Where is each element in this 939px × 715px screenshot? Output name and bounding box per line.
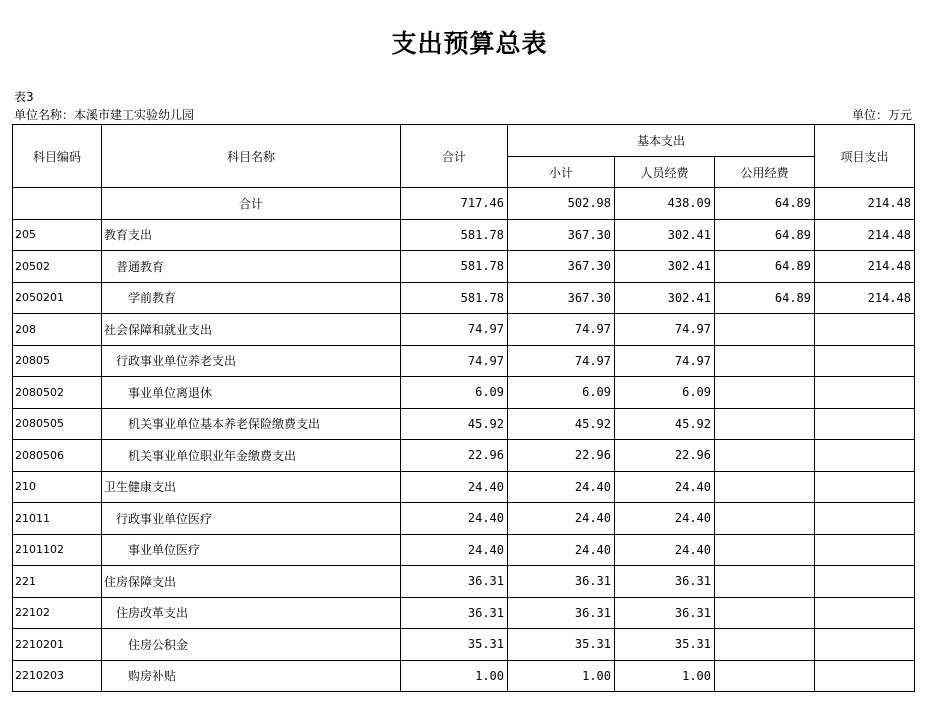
table-row xyxy=(13,566,915,598)
header-personnel: 人员经费 xyxy=(615,157,715,188)
total-public: 64.89 xyxy=(715,188,815,220)
table-row xyxy=(13,219,915,251)
row-subtotal: 367.30 xyxy=(508,219,615,251)
row-total: 24.40 xyxy=(401,534,508,566)
budget-table xyxy=(12,124,915,692)
table-row xyxy=(13,251,915,283)
row-name: 购房补贴 xyxy=(102,660,401,692)
row-name: 住房公积金 xyxy=(102,629,401,661)
total-project: 214.48 xyxy=(815,188,915,220)
row-public xyxy=(715,408,815,440)
row-public xyxy=(715,566,815,598)
row-name: 教育支出 xyxy=(102,219,401,251)
row-code: 2080506 xyxy=(13,440,102,472)
row-public xyxy=(715,597,815,629)
row-total: 581.78 xyxy=(401,251,508,283)
row-subtotal: 6.09 xyxy=(508,377,615,409)
row-project xyxy=(815,471,915,503)
row-total: 74.97 xyxy=(401,345,508,377)
table-row xyxy=(13,408,915,440)
row-code: 22102 xyxy=(13,597,102,629)
row-public: 64.89 xyxy=(715,282,815,314)
table-header xyxy=(13,125,915,188)
table-number: 表3 xyxy=(14,90,34,104)
row-personnel: 45.92 xyxy=(615,408,715,440)
row-personnel: 24.40 xyxy=(615,534,715,566)
header-public: 公用经费 xyxy=(715,157,815,188)
unit-name: 单位名称：本溪市建工实验幼儿园 xyxy=(14,108,195,122)
row-total: 6.09 xyxy=(401,377,508,409)
page-title: 支出预算总表 xyxy=(391,29,548,58)
row-public xyxy=(715,377,815,409)
row-project xyxy=(815,408,915,440)
row-public xyxy=(715,534,815,566)
row-total: 74.97 xyxy=(401,314,508,346)
row-public xyxy=(715,629,815,661)
header-basic: 基本支出 xyxy=(508,125,815,157)
row-code: 2080502 xyxy=(13,377,102,409)
row-name: 社会保障和就业支出 xyxy=(102,314,401,346)
row-code: 20805 xyxy=(13,345,102,377)
row-code: 205 xyxy=(13,219,102,251)
row-subtotal: 367.30 xyxy=(508,282,615,314)
row-project: 214.48 xyxy=(815,219,915,251)
header-subtotal: 小计 xyxy=(508,157,615,188)
row-project xyxy=(815,629,915,661)
row-personnel: 74.97 xyxy=(615,345,715,377)
row-project xyxy=(815,314,915,346)
row-code: 221 xyxy=(13,566,102,598)
row-project: 214.48 xyxy=(815,251,915,283)
row-subtotal: 24.40 xyxy=(508,471,615,503)
row-subtotal: 74.97 xyxy=(508,314,615,346)
header-project: 项目支出 xyxy=(815,125,915,188)
total-row xyxy=(13,188,915,220)
row-subtotal: 24.40 xyxy=(508,503,615,535)
row-total: 35.31 xyxy=(401,629,508,661)
total-code-cell xyxy=(13,188,102,220)
row-code: 2050201 xyxy=(13,282,102,314)
table-row xyxy=(13,282,915,314)
row-total: 22.96 xyxy=(401,440,508,472)
header-name: 科目名称 xyxy=(102,125,401,188)
table-row xyxy=(13,471,915,503)
table-row xyxy=(13,314,915,346)
row-subtotal: 74.97 xyxy=(508,345,615,377)
row-personnel: 24.40 xyxy=(615,503,715,535)
header-code: 科目编码 xyxy=(13,125,102,188)
row-project xyxy=(815,660,915,692)
row-total: 24.40 xyxy=(401,503,508,535)
row-project xyxy=(815,566,915,598)
row-code: 208 xyxy=(13,314,102,346)
total-personnel: 438.09 xyxy=(615,188,715,220)
row-public xyxy=(715,440,815,472)
row-personnel: 302.41 xyxy=(615,282,715,314)
row-total: 24.40 xyxy=(401,471,508,503)
row-total: 1.00 xyxy=(401,660,508,692)
row-code: 2210203 xyxy=(13,660,102,692)
row-name: 普通教育 xyxy=(102,251,401,283)
total-total: 717.46 xyxy=(401,188,508,220)
row-personnel: 302.41 xyxy=(615,219,715,251)
row-name: 卫生健康支出 xyxy=(102,471,401,503)
unit-label: 单位：万元 xyxy=(851,108,912,122)
row-public xyxy=(715,314,815,346)
row-personnel: 1.00 xyxy=(615,660,715,692)
table-row xyxy=(13,597,915,629)
row-name: 住房改革支出 xyxy=(102,597,401,629)
row-public xyxy=(715,345,815,377)
table-row xyxy=(13,440,915,472)
row-subtotal: 367.30 xyxy=(508,251,615,283)
row-personnel: 36.31 xyxy=(615,566,715,598)
row-subtotal: 1.00 xyxy=(508,660,615,692)
row-name: 住房保障支出 xyxy=(102,566,401,598)
row-personnel: 74.97 xyxy=(615,314,715,346)
row-total: 581.78 xyxy=(401,219,508,251)
row-project xyxy=(815,345,915,377)
row-name: 行政事业单位养老支出 xyxy=(102,345,401,377)
row-name: 行政事业单位医疗 xyxy=(102,503,401,535)
row-personnel: 24.40 xyxy=(615,471,715,503)
row-name: 事业单位医疗 xyxy=(102,534,401,566)
row-code: 2080505 xyxy=(13,408,102,440)
row-total: 36.31 xyxy=(401,597,508,629)
total-subtotal: 502.98 xyxy=(508,188,615,220)
row-personnel: 35.31 xyxy=(615,629,715,661)
row-subtotal: 45.92 xyxy=(508,408,615,440)
row-name: 事业单位离退休 xyxy=(102,377,401,409)
row-personnel: 22.96 xyxy=(615,440,715,472)
row-project xyxy=(815,534,915,566)
table-row xyxy=(13,503,915,535)
table-body xyxy=(13,188,915,692)
table-row xyxy=(13,534,915,566)
row-total: 36.31 xyxy=(401,566,508,598)
row-subtotal: 36.31 xyxy=(508,597,615,629)
row-code: 210 xyxy=(13,471,102,503)
row-public xyxy=(715,660,815,692)
row-public xyxy=(715,471,815,503)
table-row xyxy=(13,660,915,692)
row-public: 64.89 xyxy=(715,219,815,251)
row-personnel: 36.31 xyxy=(615,597,715,629)
row-subtotal: 24.40 xyxy=(508,534,615,566)
header-total: 合计 xyxy=(401,125,508,188)
row-public: 64.89 xyxy=(715,251,815,283)
row-name: 学前教育 xyxy=(102,282,401,314)
row-project xyxy=(815,503,915,535)
row-public xyxy=(715,503,815,535)
row-name: 机关事业单位职业年金缴费支出 xyxy=(102,440,401,472)
row-code: 2210201 xyxy=(13,629,102,661)
row-name: 机关事业单位基本养老保险缴费支出 xyxy=(102,408,401,440)
row-subtotal: 36.31 xyxy=(508,566,615,598)
row-personnel: 6.09 xyxy=(615,377,715,409)
total-label: 合计 xyxy=(102,188,401,220)
row-project xyxy=(815,440,915,472)
row-project xyxy=(815,597,915,629)
table-row xyxy=(13,377,915,409)
row-project: 214.48 xyxy=(815,282,915,314)
row-total: 581.78 xyxy=(401,282,508,314)
row-personnel: 302.41 xyxy=(615,251,715,283)
row-code: 2101102 xyxy=(13,534,102,566)
row-project xyxy=(815,377,915,409)
table-row xyxy=(13,345,915,377)
row-subtotal: 35.31 xyxy=(508,629,615,661)
row-code: 20502 xyxy=(13,251,102,283)
row-code: 21011 xyxy=(13,503,102,535)
row-total: 45.92 xyxy=(401,408,508,440)
table-row xyxy=(13,629,915,661)
row-subtotal: 22.96 xyxy=(508,440,615,472)
